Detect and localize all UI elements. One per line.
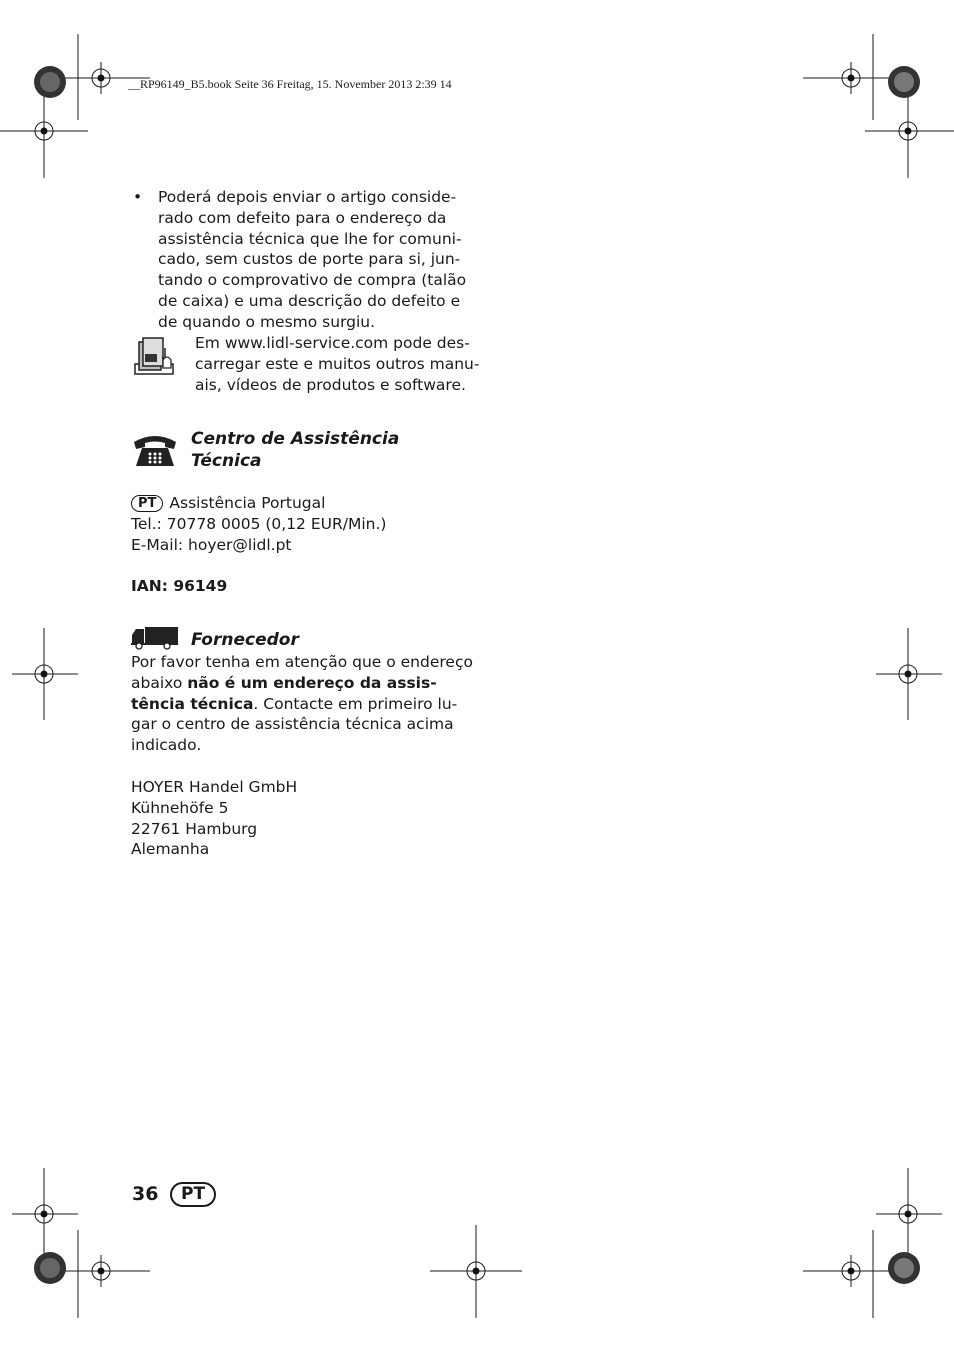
note-line: Em www.lidl-service.com pode des-	[195, 334, 470, 352]
address-line: HOYER Handel GmbH	[131, 778, 298, 796]
ian-number: IAN: 96149	[131, 577, 228, 595]
note-paragraph	[195, 333, 480, 395]
bullet-line: Poderá depois enviar o artigo conside-	[158, 188, 457, 206]
bullet-line: rado com defeito para o endereço da	[158, 208, 447, 227]
manual-download-icon	[133, 336, 177, 378]
supplier-address	[131, 777, 297, 860]
bullet-line: assistência técnica que lhe for comuni-	[158, 229, 462, 248]
para-line: abaixo não é um endereço da assis-	[131, 673, 437, 692]
note-line: carregar este e muitos outros manu-	[195, 354, 480, 373]
bullet-line: tando o comprovativo de compra (talão	[158, 271, 467, 290]
page-number: 36	[132, 1183, 159, 1205]
bullet-marker: •	[133, 188, 143, 206]
supplier-heading: Fornecedor	[191, 630, 299, 650]
heading-line: Centro de Assistência	[191, 429, 400, 449]
address-line: Kühnehöfe 5	[131, 798, 229, 817]
service-center-heading	[191, 428, 399, 472]
note-line: ais, vídeos de produtos e software.	[195, 375, 466, 394]
bullet-line: de quando o mesmo surgiu.	[158, 312, 376, 331]
address-line: 22761 Hamburg	[131, 819, 258, 838]
supplier-paragraph	[131, 652, 473, 756]
heading-line: Técnica	[191, 451, 262, 471]
truck-icon	[131, 626, 179, 650]
service-name: Assistência Portugal	[169, 494, 326, 512]
service-email: E-Mail: hoyer@lidl.pt	[131, 535, 292, 554]
para-line: tência técnica. Contacte em primeiro lu-	[131, 694, 458, 713]
bullet-paragraph	[158, 187, 467, 333]
para-line: indicado.	[131, 736, 202, 755]
print-slug: __RP96149_B5.book Seite 36 Freitag, 15. November 2013 2:39 14	[128, 77, 452, 91]
footer-country-badge: PT	[170, 1182, 216, 1207]
address-line: Alemanha	[131, 840, 210, 859]
service-country-line	[131, 493, 386, 514]
bullet-line: de caixa) e uma descrição do defeito e	[158, 291, 461, 310]
country-badge: PT	[131, 495, 163, 512]
bullet-line: cado, sem custos de porte para si, jun-	[158, 250, 461, 269]
service-phone: Tel.: 70778 0005 (0,12 EUR/Min.)	[131, 514, 387, 533]
para-line: Por favor tenha em atenção que o endereço	[131, 653, 473, 671]
service-center-details	[131, 493, 386, 555]
telephone-icon	[132, 432, 178, 470]
para-line: gar o centro de assistência técnica acima	[131, 715, 454, 734]
